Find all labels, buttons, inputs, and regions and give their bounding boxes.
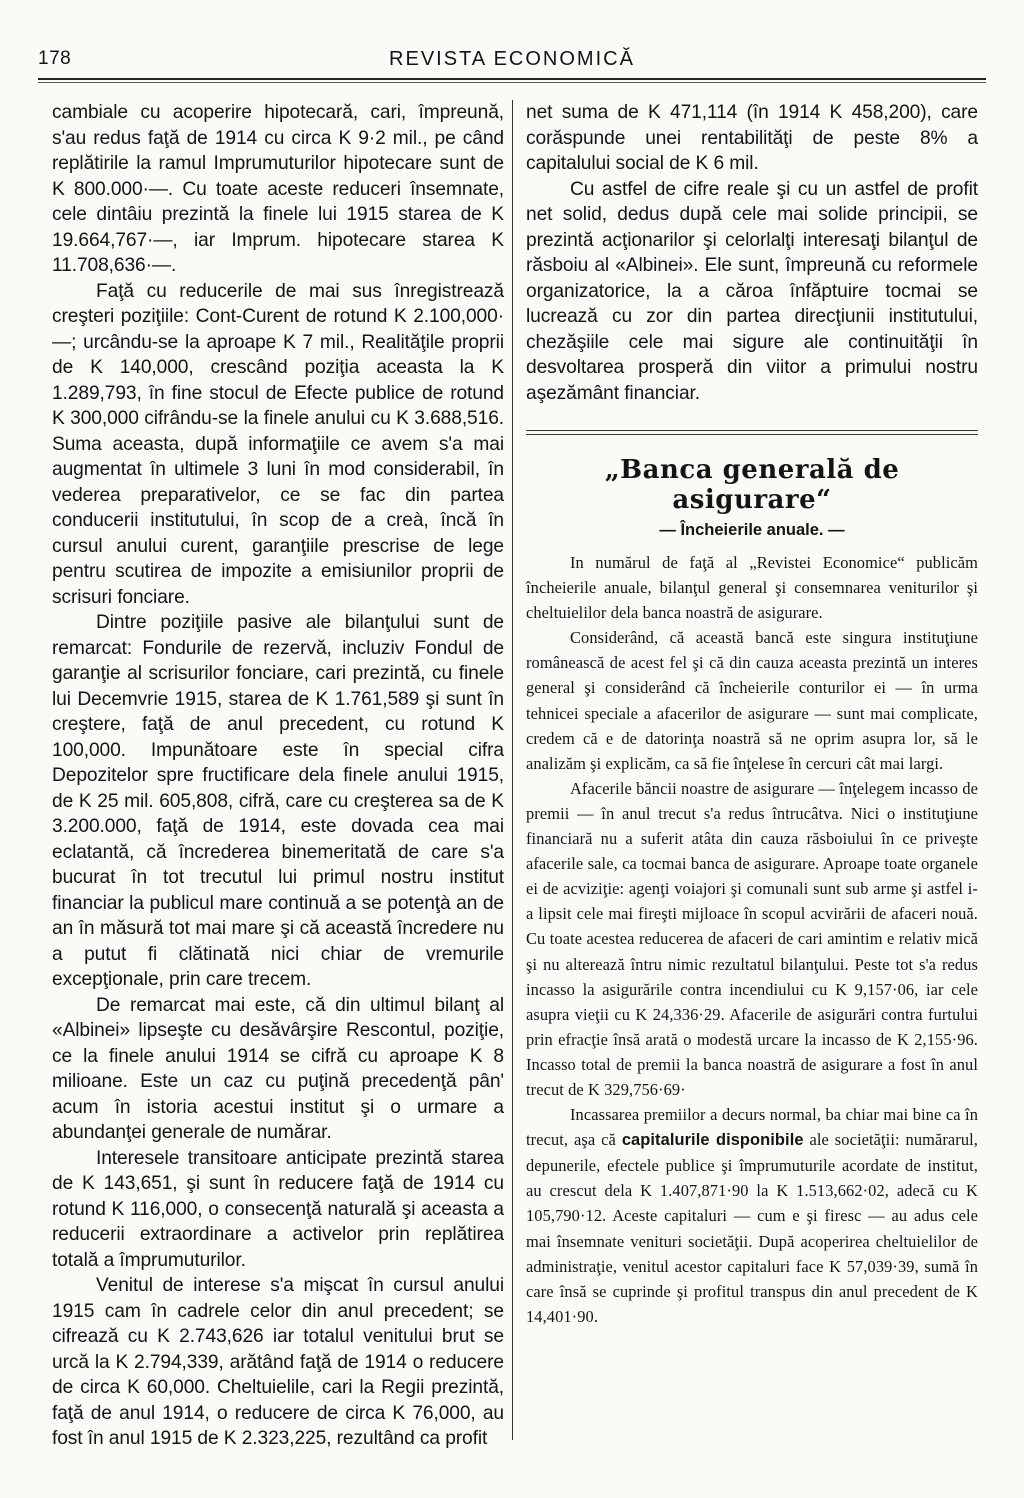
article-paragraph-2: Considerând, că această bancă este singura instituţiune românească de acest fel şi că din cauza aceasta prezintă un interes general şi considerând că încheierile conturilor ei — în urma tehnicei speciale a afacerilor de asigurare — sunt mai complicate, credem că e de datorinţa noastră să ne oprim asupra lor, să le analizăm şi explicăm, ca să fie înţelese în cercuri cât mai largi.: [526, 628, 978, 773]
column-divider: [512, 100, 513, 1440]
article-paragraph-4: [526, 1102, 978, 1329]
page-header: [38, 48, 986, 84]
header-rule-thin: [38, 82, 986, 83]
article-paragraph-4-end: ale societăţii: numărarul, depunerile, efectele publice şi împrumuturile acordate de institut, au crescut dela K 1.407,871·90 la K 1.513,662·02, adecă cu K 105,790·12. Aceste capitaluri — cum e şi firesc — au adus cele mai însemnate venituri societăţii. După acoperirea cheltuielilor de administraţie, venitul acestor capitaluri face K 57,039·39, sumă în care însă se cuprinde şi profitul transpus din anul precedent de K 14,401·90.: [526, 1130, 978, 1326]
journal-title: REVISTA ECONOMICĂ: [389, 48, 635, 70]
left-paragraph-1: cambiale cu acoperire hipotecară, cari, împreună, s'au redus faţă de 1914 cu circa K 9·2 mil., pe când replătirile la ramul Imprumuturilor hipotecare sunt de K 800.000·—. Cu toate aceste reduceri însemnate, cele dintâiu prezintă la finele lui 1915 starea de K 19.664,767·—, iar Imprum. hipotecare starea K 11.708,636·—.: [52, 102, 504, 276]
right-paragraph-2: Cu astfel de cifre reale şi cu un astfel de profit net solid, dedus după cele mai solide principii, se prezintă acţionarilor şi celorlalţi interesaţi bilanţul de răsboiu al «Albinei». Ele sunt, împreună cu reformele organizatorice, la a căroa înfăptuire tocmai se lucrează cu zor din partea direcţiunii institutului, chezăşiile cele mai sigure ale continuităţii în desvoltarea prosperă din viitor a primului nostru aşezământ financiar.: [526, 178, 978, 404]
article-paragraph-4-start: Incassarea premiilor a decurs normal, ba chiar mai bine ca în trecut, aşa că: [526, 1105, 978, 1150]
bold-phrase: capitalurile disponibile: [621, 1131, 804, 1150]
article-separator: [526, 430, 978, 431]
article-paragraph-1: In numărul de faţă al „Revistei Economice“ publicăm încheierile anuale, bilanţul general şi consemnarea veniturilor şi cheltuielilor dela banca noastră de asigurare.: [526, 553, 978, 623]
left-paragraph-4: De remarcat mai este, că din ultimul bilanţ al «Albinei» lipseşte cu desăvârşire Rescontul, poziţie, ce la finele anului 1914 se cifră cu aproape K 8 milioane. Este un caz cu puţină precedenţă pân' acum în istoria acestui institut şi o urmare a abundanţei generale de numărar.: [52, 994, 504, 1143]
article-separator-thin: [526, 434, 978, 435]
article-paragraph-3: Afacerile băncii noastre de asigurare — înţelegem incasso de premii — în anul trecut s'a redus întrucâtva. Nici o instituţiune financiară nu a suferit atâta din cauza răsboiului în ce priveşte afacerile sale, ca tocmai banca de asigurare. Aproape toate organele ei de acviziţie: agenţi voiajori şi comunali sunt sub arme şi astfel i-a lipsit cele mai fireşti mijloace în scopul acvirării de afaceri nouă. Cu toate acestea reducerea de afaceri de cari amintim e relativ mică şi nu alterează întru nimic rezultatul bilanţului. Peste tot s'a redus incasso la asigurările contra incendiului cu K 9,157·06, iar cele asupra vieţii cu K 24,336·29. Afacerile de asigurări contra furtului prin efracţie însă arată o modestă urcare la incasso de K 2,155·96. Incasso total de premii la banca noastră de asigurare a fost în anul trecut de K 329,756·69·: [526, 778, 978, 1099]
left-paragraph-2: Faţă cu reducerile de mai sus înregistrează creşteri poziţiile: Cont-Curent de rotund K 2.100,000·—; urcându-se la aproape K 7 mil., Realităţile proprii de K 140,000, crescând poziţia aceasta la K 1.289,793, în fine stocul de Efecte publice de rotund K 300,000 cifrându-se la finele anului cu K 3.688,516. Suma aceasta, după informaţiile ce avem s'a mai augmentat în ultimele 3 luni în mod considerabil, în vederea preparativelor, ce se fac din partea conducerii institutului, în scop de a creà, încă în cursul anului curent, garanţiile prescrise de lege pentru scutirea de impozite a emisiunilor proprii de scrisuri fonciare.: [52, 280, 504, 608]
right-paragraph-1: net suma de K 471,114 (în 1914 K 458,200), care corăspunde unei rentabilităţi de peste 8% a capitalului social de K 6 mil.: [526, 102, 978, 174]
left-paragraph-6: Venitul de interese s'a mişcat în cursul anului 1915 cam în cadrele celor din anul precedent; se cifrează cu K 2.743,626 iar totalul venitului brut se urcă la K 2.794,339, arătând faţă de 1914 o reducere de circa K 60,000. Cheltuielile, cari la Regii prezintă, faţă de anul 1914, o reducere de circa K 76,000, au fost în anul 1915 de K 2.323,225, rezultând ca profit: [52, 1275, 504, 1449]
article-subtitle: — Încheierile anuale. —: [659, 521, 845, 539]
article-title: „Banca generală de asigurare“: [604, 455, 900, 515]
right-column: [526, 100, 978, 1329]
left-column: [52, 100, 504, 1452]
left-paragraph-3: Dintre poziţiile pasive ale bilanţului sunt de remarcat: Fondurile de rezervă, incluziv Fondul de garanţie al scrisurilor fonciare, cari prezintă, cu finele lui Decemvrie 1915, starea de K 1.761,589 şi sunt în creştere, faţă de anul precedent, cu rotund K 100,000. Impunătoare este în special cifra Depozitelor spre fructificare dela finele anului 1915, de K 25 mil. 605,808, cifră, care cu creşterea sa de K 3.200.000, faţă de 1914, este dovada cea mai eclatantă, că încrederea binemeritată de care s'a bucurat în tot trecutul lui primul nostru institut financiar la publicul mare continuă a se potenţà an de an în măsură tot mai mare şi că această încredere nu a putut fi clătinată nici chiar de vremurile excepţionale, prin care trecem.: [52, 612, 504, 990]
header-rule: [38, 78, 986, 80]
page-number: 178: [38, 48, 72, 69]
left-paragraph-5: Interesele transitoare anticipate prezintă starea de K 143,651, şi sunt în reducere faţă de 1914 cu rotund K 116,000, o consecenţă naturală şi aceasta a reducerii extraordinare a activelor prin replătirea totală a împrumuturilor.: [52, 1147, 504, 1271]
